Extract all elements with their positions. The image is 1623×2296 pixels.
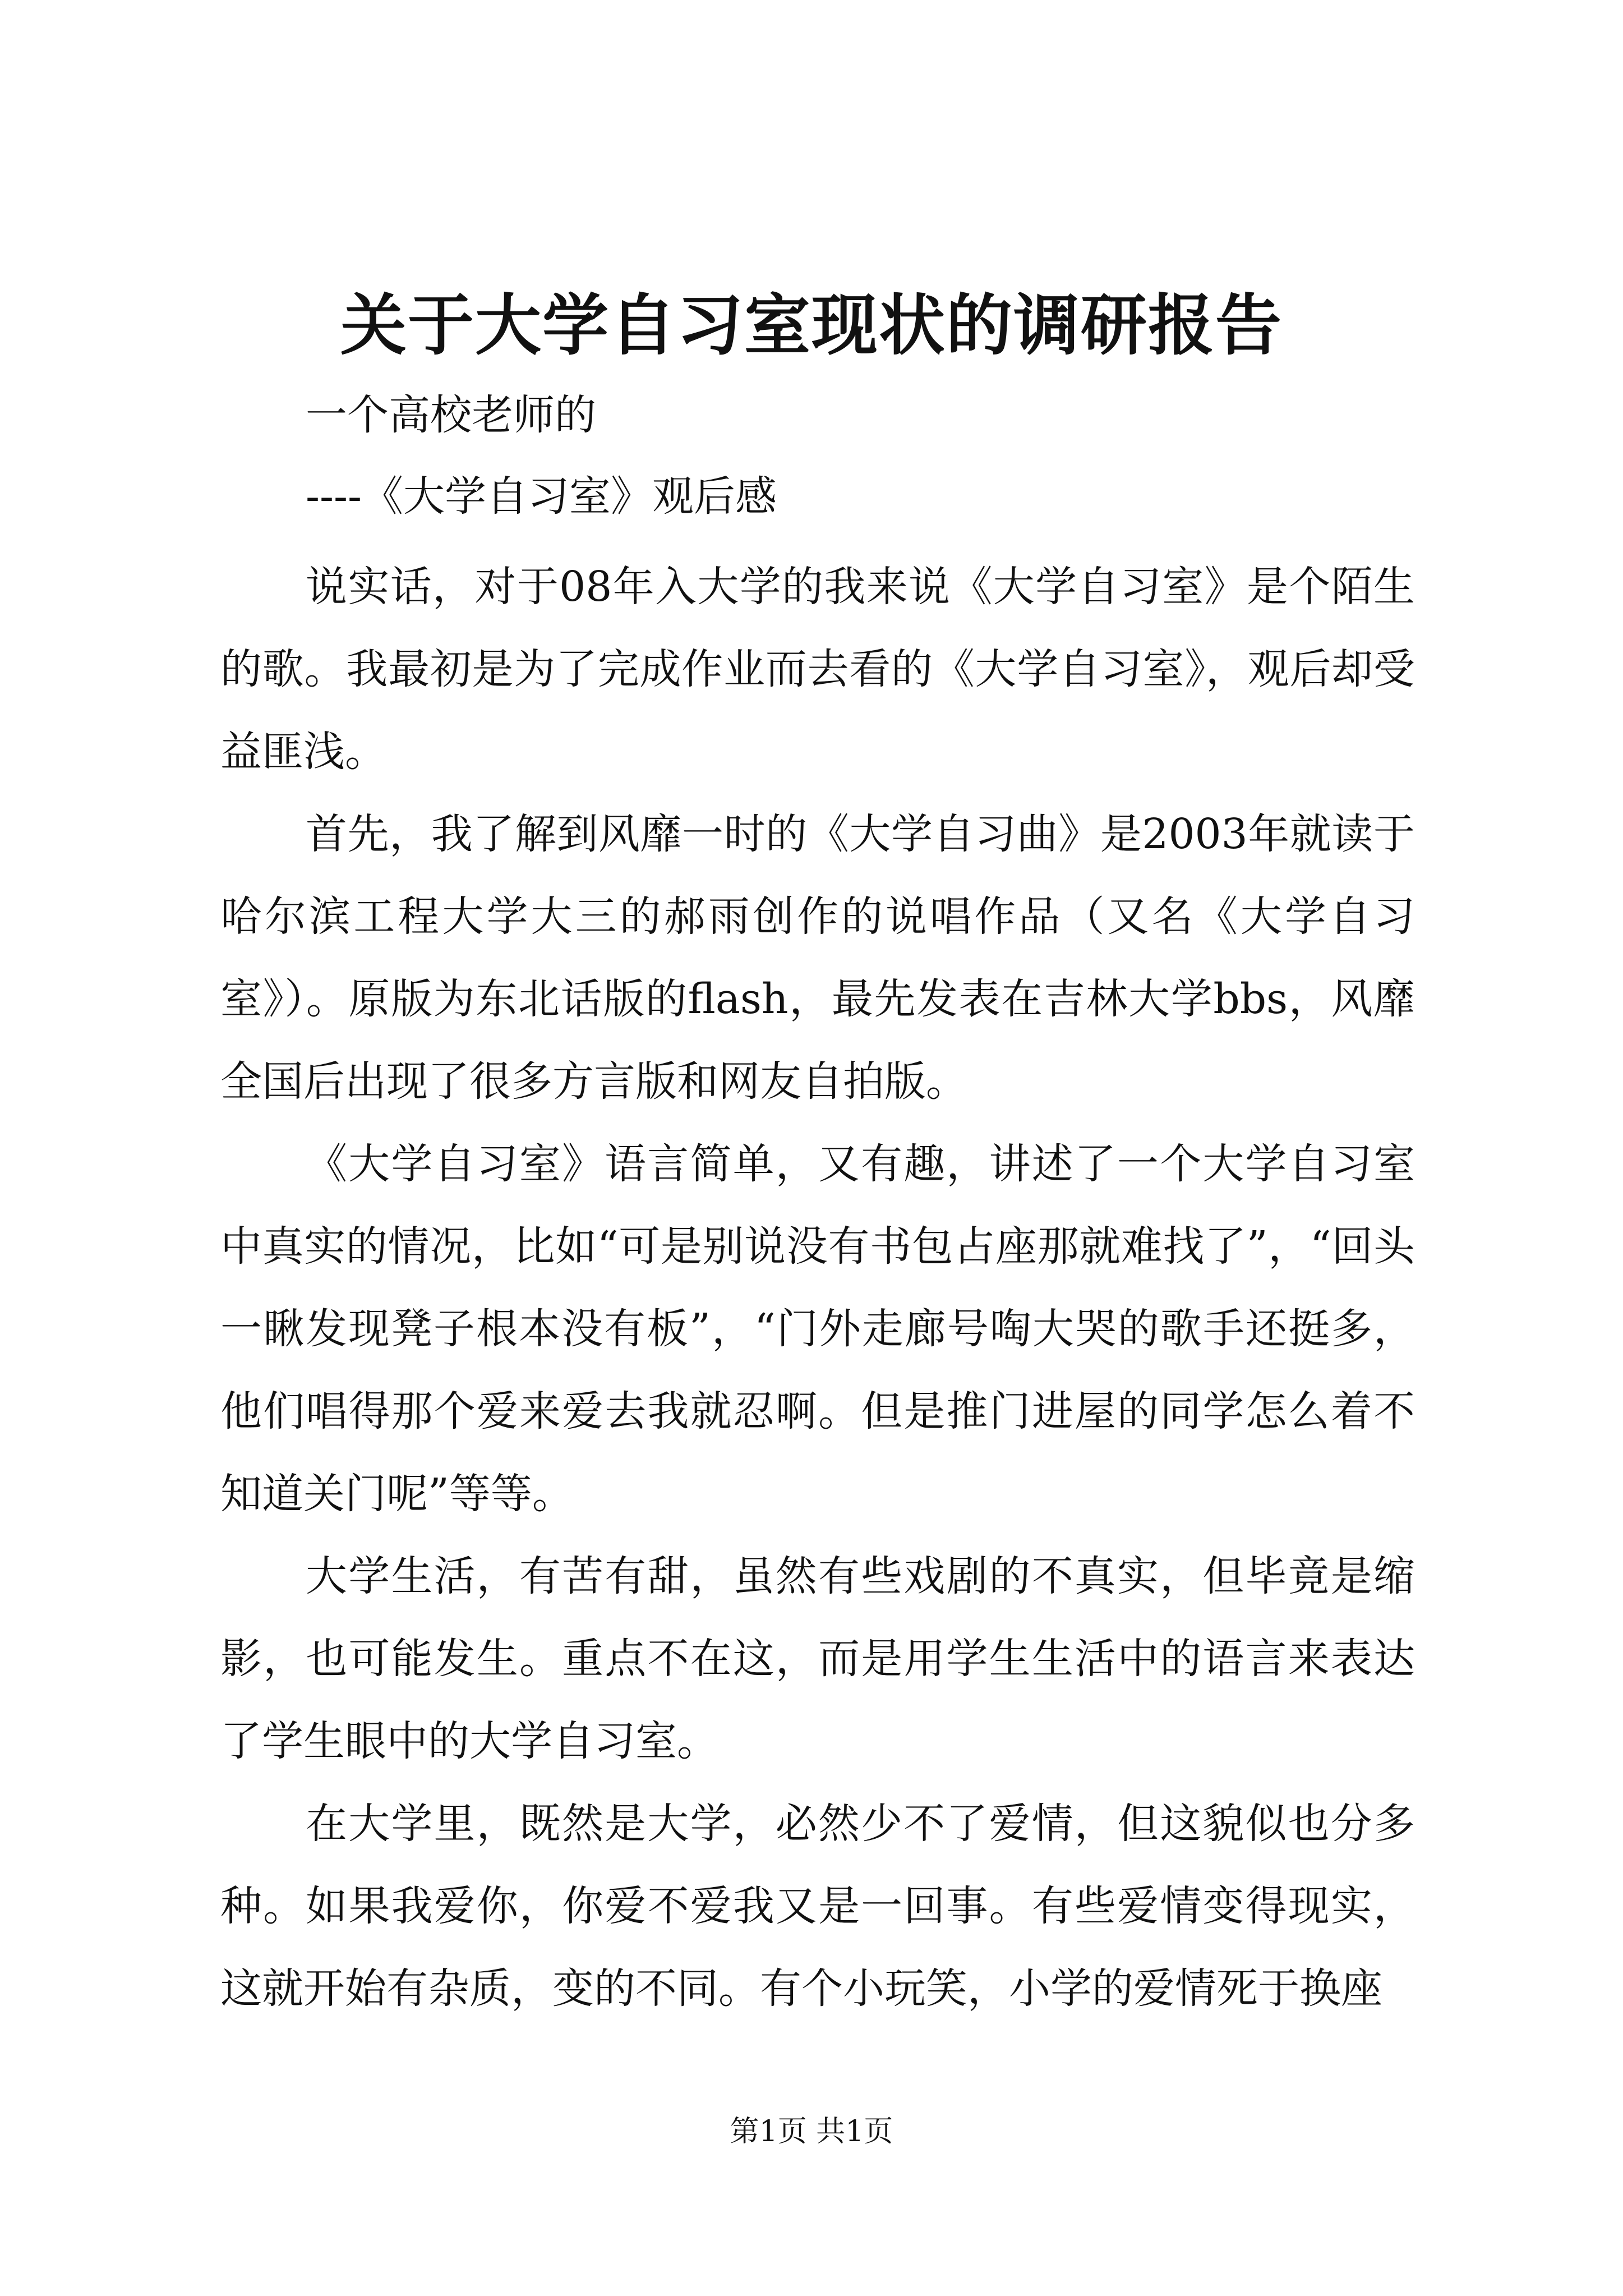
document-subtitle-line2: ----《大学自习室》观后感 (306, 472, 777, 521)
paragraph: 在大学里，既然是大学，必然少不了爱情，但这貌似也分多种。如果我爱你，你爱不爱我又是一回事。有些爱情变得现实，这就开始有杂质，变的不同。有个小玩笑，小学的爱情死于换座 (220, 1800, 1415, 2013)
document-title: 关于大学自习室现状的调研报告 (340, 286, 1283, 364)
paragraph: 大学生活，有苦有甜，虽然有些戏剧的不真实，但毕竟是缩影，也可能发生。重点不在这，而是用学生生活中的语言来表达了学生眼中的大学自习室。 (220, 1552, 1415, 1765)
paragraph: 说实话，对于08年入大学的我来说《大学自习室》是个陌生的歌。我最初是为了完成作业而去看的《大学自习室》，观后却受益匪浅。 (220, 563, 1415, 776)
document-body (220, 546, 1415, 2030)
paragraph: 《大学自习室》语言简单，又有趣，讲述了一个大学自习室中真实的情况，比如“可是别说没有书包占座那就难找了”，“回头一瞅发现凳子根本没有板”，“门外走廊号啕大哭的歌手还挺多，他们唱得那个爱来爱去我就忍啊。但是推门进屋的同学怎么着不知道关门呢”等等。 (220, 1140, 1415, 1518)
page-footer: 第1页 共1页 (730, 2115, 893, 2148)
document-subtitle-line1: 一个高校老师的 (306, 391, 596, 439)
paragraph: 首先，我了解到风靡一时的《大学自习曲》是2003年就读于哈尔滨工程大学大三的郝雨创作的说唱作品（又名《大学自习室》）。原版为东北话版的flash，最先发表在吉林大学bbs，风靡全国后出现了很多方言版和网友自拍版。 (220, 810, 1415, 1106)
